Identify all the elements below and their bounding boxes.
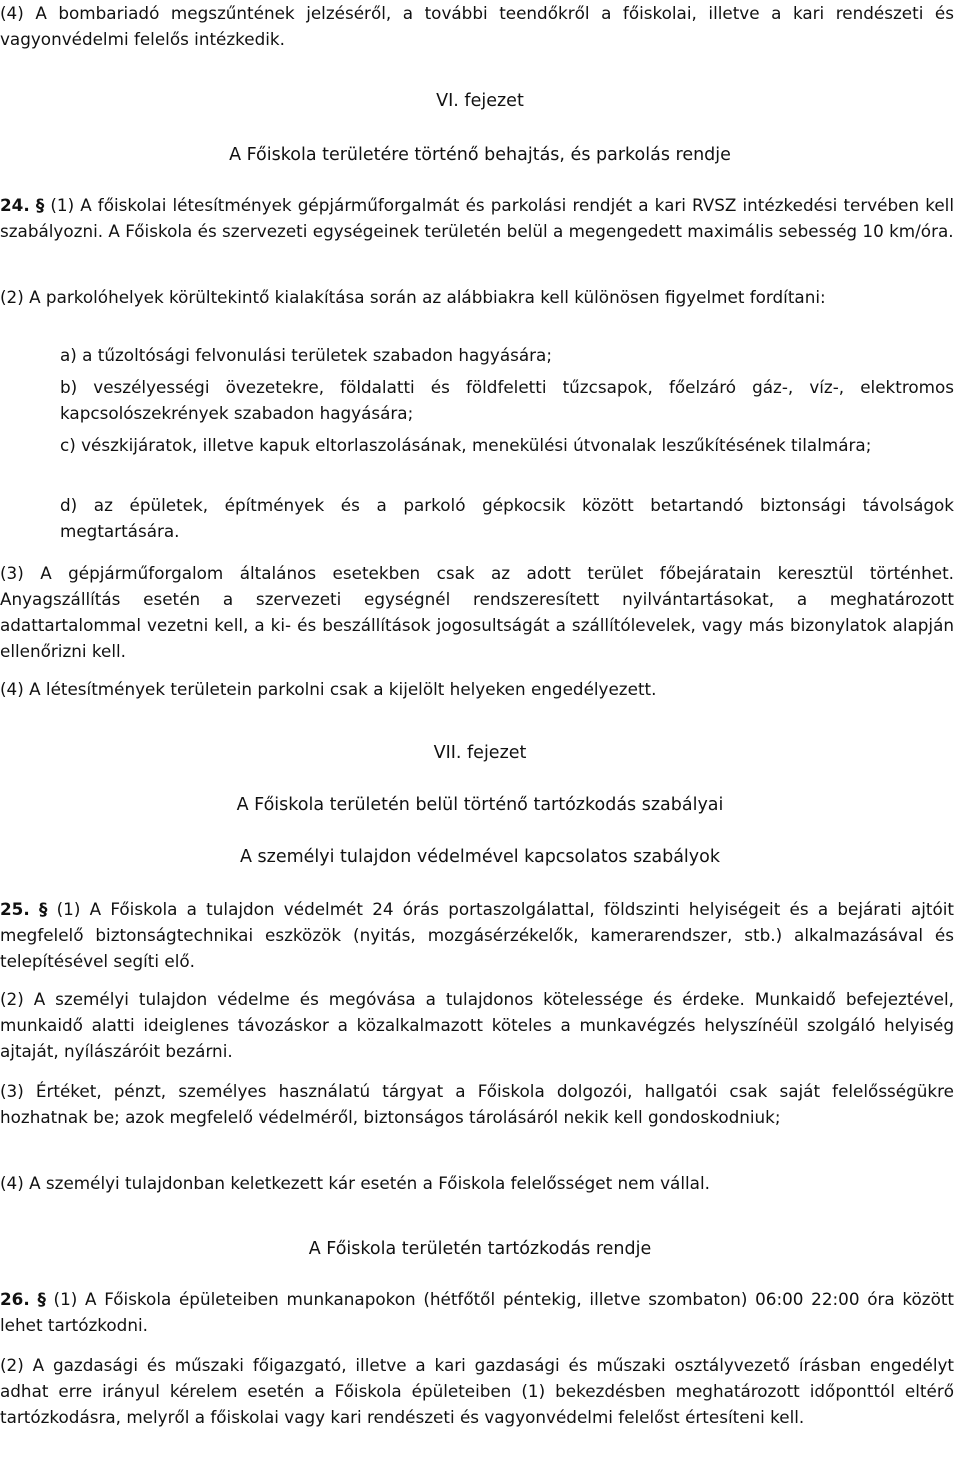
section-26-paragraph-1 [0,1286,954,1338]
section-25-number: 25. [0,899,30,919]
section-26-paragraph-2: (2) A gazdasági és műszaki főigazgató, illetve a kari gazdasági és műszaki osztályvezető írásban engedélyt adhat erre irányul kérelem esetén a Főiskola épületeiben (1) bekezdésben meghatározott időponttól eltérő tartózkodásra, melyről a főiskolai vagy kari rendészeti és vagyonvédelmi felelőst értesíteni kell. [0,1355,954,1427]
list-item-a: a) a tűzoltósági felvonulási területek szabadon hagyására; [60,345,552,365]
chapter-6-title: VI. fejezet [436,91,524,111]
list-item-d: d) az épületek, építmények és a parkoló gépkocsik között betartandó biztonsági távolságok megtartására. [60,495,954,541]
chapter-7-subtitle: A Főiskola területén belül történő tartózkodás szabályai [236,795,724,815]
section-26-text-1: (1) A Főiskola épületeiben munkanapokon (hétfőtől péntekig, illetve szombaton) 06:00 22:00 óra között lehet tartózkodni. [0,1289,955,1335]
section-24-paragraph-2: (2) A parkolóhelyek körültekintő kialakítása során az alábbiakra kell különösen figyelmet fordítani: [0,287,826,307]
section-symbol: § [38,899,48,919]
section-25-text-1: (1) A Főiskola a tulajdon védelmét 24 órás portaszolgálattal, földszinti helyiségeit és a bejárati ajtóit megfelelő biztonságtechnikai eszközök (nyitás, mozgásérzékelők, kamerarendszer, stb.) alkalmazásával és telepítésével segíti elő. [0,899,954,971]
chapter-6-subtitle: A Főiskola területére történő behajtás, és parkolás rendje [229,145,731,165]
section-25-paragraph-2: (2) A személyi tulajdon védelme és megóvása a tulajdonos kötelessége és érdeke. Munkaidő befejeztével, munkaidő alatti ideiglenes távozáskor a közalkalmazott köteles a munkavégzés helyszínéül szolgáló helyiség ajtaját, nyílászáróit bezárni. [0,989,954,1061]
section-24-text-1: (1) A főiskolai létesítmények gépjárműforgalmát és parkolási rendjét a kari RVSZ intézkedési tervében kell szabályozni. A Főiskola és szervezeti egységeinek területén belül a megengedett maximális sebesség 10 km/óra. [0,195,954,241]
section-25-paragraph-4: (4) A személyi tulajdonban keletkezett kár esetén a Főiskola felelősséget nem vállal. [0,1173,710,1193]
section-25-paragraph-1 [0,896,954,974]
section-24-number: 24. [0,195,30,215]
stay-rules-heading: A Főiskola területén tartózkodás rendje [308,1239,652,1259]
section-25-paragraph-3: (3) Értéket, pénzt, személyes használatú tárgyat a Főiskola dolgozói, hallgatói csak saját felelősségükre hozhatnak be; azok megfelelő védelméről, biztonságos tárolásáról nekik kell gondoskodniuk; [0,1081,954,1127]
section-26-number: 26. [0,1289,30,1309]
chapter-7-title: VII. fejezet [433,743,527,763]
list-item-b: b) veszélyességi övezetekre, földalatti és földfeletti tűzcsapok, főelzáró gáz-, víz-, elektromos kapcsolószekrények szabadon hagyására; [60,377,954,423]
section-24-paragraph-1 [0,192,954,244]
section-symbol: § [35,195,45,215]
section-symbol: § [37,1289,46,1309]
list-item-c: c) vészkijáratok, illetve kapuk eltorlaszolásának, menekülési útvonalak leszűkítésének tilalmára; [60,435,872,455]
paragraph-bomb-alarm-4: (4) A bombariadó megszűntének jelzéséről, a további teendőkről a főiskolai, illetve a kari rendészeti és vagyonvédelmi felelős intézkedik. [0,3,954,49]
personal-property-heading: A személyi tulajdon védelmével kapcsolatos szabályok [239,847,720,867]
section-24-paragraph-3: (3) A gépjárműforgalom általános esetekben csak az adott terület főbejáratain keresztül történhet. Anyagszállítás esetén a szervezeti egységnél rendszeresített nyilvántartásokat, a meghatározott adattartalommal vezetni kell, a ki- és beszállítások jogosultságát a szállítólevelek, vagy más bizonylatok alapján ellenőrizni kell. [0,563,954,661]
section-24-paragraph-4: (4) A létesítmények területein parkolni csak a kijelölt helyeken engedélyezett. [0,679,657,699]
